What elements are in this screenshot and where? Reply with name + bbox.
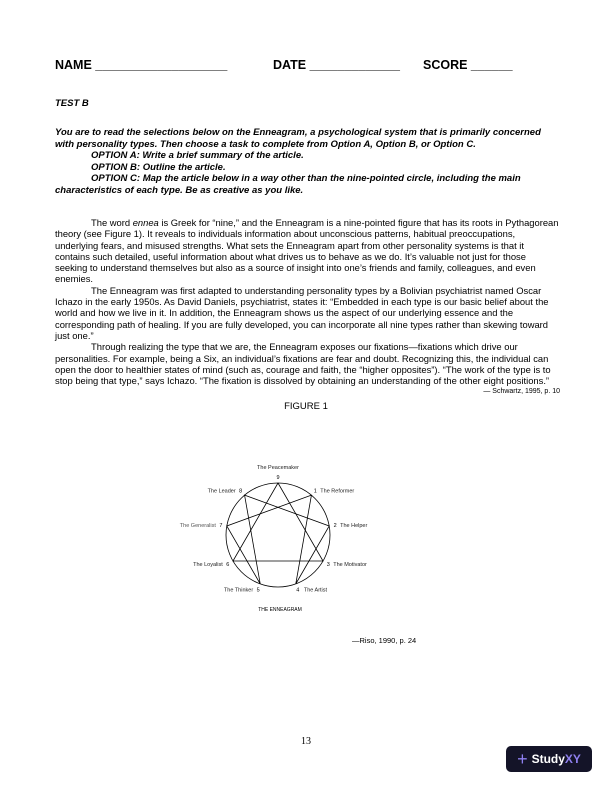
studyxy-watermark bbox=[506, 746, 592, 772]
option-b: OPTION B: Outline the article. bbox=[91, 161, 226, 173]
hexad-lines bbox=[227, 495, 329, 584]
text: Through realizing the type that we are, the Enneagram exposes our fixations—fixations which drive our personalities. For example, being a Six, an individual’s fixations are fear and doubt. Recognizing this, the individual can open the door to healthier states of mind (such as, courage and faith, the “higher opposites”). “The work of the type is to stop being that type,” says Ichazo. “The fixation is dissolved by obtaining an understanding of the other eight positions.” bbox=[55, 341, 551, 387]
type-label: The Reformer bbox=[320, 488, 355, 495]
point-number: 9 bbox=[276, 475, 280, 481]
point-number: 2 bbox=[333, 522, 337, 529]
type-label: The Leader bbox=[207, 488, 236, 495]
watermark-text-accent: XY bbox=[564, 752, 581, 766]
type-label: The Peacemaker bbox=[257, 465, 299, 471]
plus-icon: + bbox=[517, 748, 528, 769]
type-label: The Generalist bbox=[179, 522, 216, 529]
paragraph-1 bbox=[55, 217, 560, 285]
instructions-intro: You are to read the selections below on the Enneagram, a psychological system that is primarily concerned with personality types. Then choose a task to complete from Option A, Option B, or Option C. bbox=[55, 127, 541, 150]
point-number: 3 bbox=[326, 562, 330, 568]
watermark-text: Study bbox=[531, 752, 565, 766]
figure-caption: THE ENNEAGRAM bbox=[258, 607, 302, 613]
type-label: The Artist bbox=[303, 587, 328, 594]
paragraph-2: The Enneagram was first adapted to understanding personality types by a Bolivian psychiatrist named Oscar Ichazo in the early 1950s. As David Daniels, psychiatrist, states it: “Embedded in each type is our basic belief about the world and how we live in it. In addition, the Enneagram shows us the aspect of our underlying essence and the corresponding path of healing. If you are fully developed, you can incorporate all nine types rather than skewing toward just one.” bbox=[55, 284, 549, 341]
text: The word bbox=[91, 217, 133, 228]
article bbox=[55, 217, 560, 398]
figure-title: FIGURE 1 bbox=[284, 401, 328, 412]
emphasis: ennea bbox=[132, 217, 159, 228]
text: is Greek for “nine,” and the Enneagram is a nine-pointed figure that has its roots in Pythagorean theory (see Figure 1). It reveals to individuals information about unconscious patterns, habitual preoccupations, underlying fears, and misused strengths. What sets the Enneagram apart from other personality systems is that it contains such detailed, useful information about what drives us to behave as we do. It’s valuable not just for those seeking to understand themselves but also as a source of insight into one’s friends and family, colleagues, and even enemies. bbox=[55, 217, 559, 285]
point-number: 5 bbox=[256, 587, 260, 594]
type-label: The Helper bbox=[340, 522, 368, 529]
citation: — Schwartz, 1995, p. 10 bbox=[483, 388, 560, 396]
triangle-lines bbox=[233, 483, 323, 561]
page-number: 13 bbox=[301, 736, 311, 747]
type-label: The Loyalist bbox=[193, 562, 223, 568]
date-field[interactable]: DATE _____________ bbox=[273, 58, 400, 72]
point-number: 6 bbox=[226, 562, 230, 568]
point-number: 8 bbox=[239, 488, 243, 495]
score-field[interactable]: SCORE ______ bbox=[423, 58, 513, 72]
point-number: 7 bbox=[219, 522, 223, 529]
paragraph-3 bbox=[55, 341, 560, 396]
option-c: OPTION C: Map the article below in a way other than the nine-pointed circle, including the main characteristics of each type. Be as creative as you like. bbox=[55, 173, 521, 196]
point-number: 1 bbox=[313, 488, 317, 495]
name-field[interactable]: NAME ___________________ bbox=[55, 58, 228, 72]
type-label: The Motivator bbox=[333, 562, 367, 568]
test-label: TEST B bbox=[55, 98, 89, 109]
enneagram-circle bbox=[226, 483, 330, 587]
point-number: 4 bbox=[296, 587, 300, 594]
option-a: OPTION A: Write a brief summary of the article. bbox=[91, 150, 304, 162]
instructions bbox=[55, 127, 560, 197]
figure-source: —Riso, 1990, p. 24 bbox=[352, 636, 417, 645]
type-label: The Thinker bbox=[223, 587, 254, 594]
